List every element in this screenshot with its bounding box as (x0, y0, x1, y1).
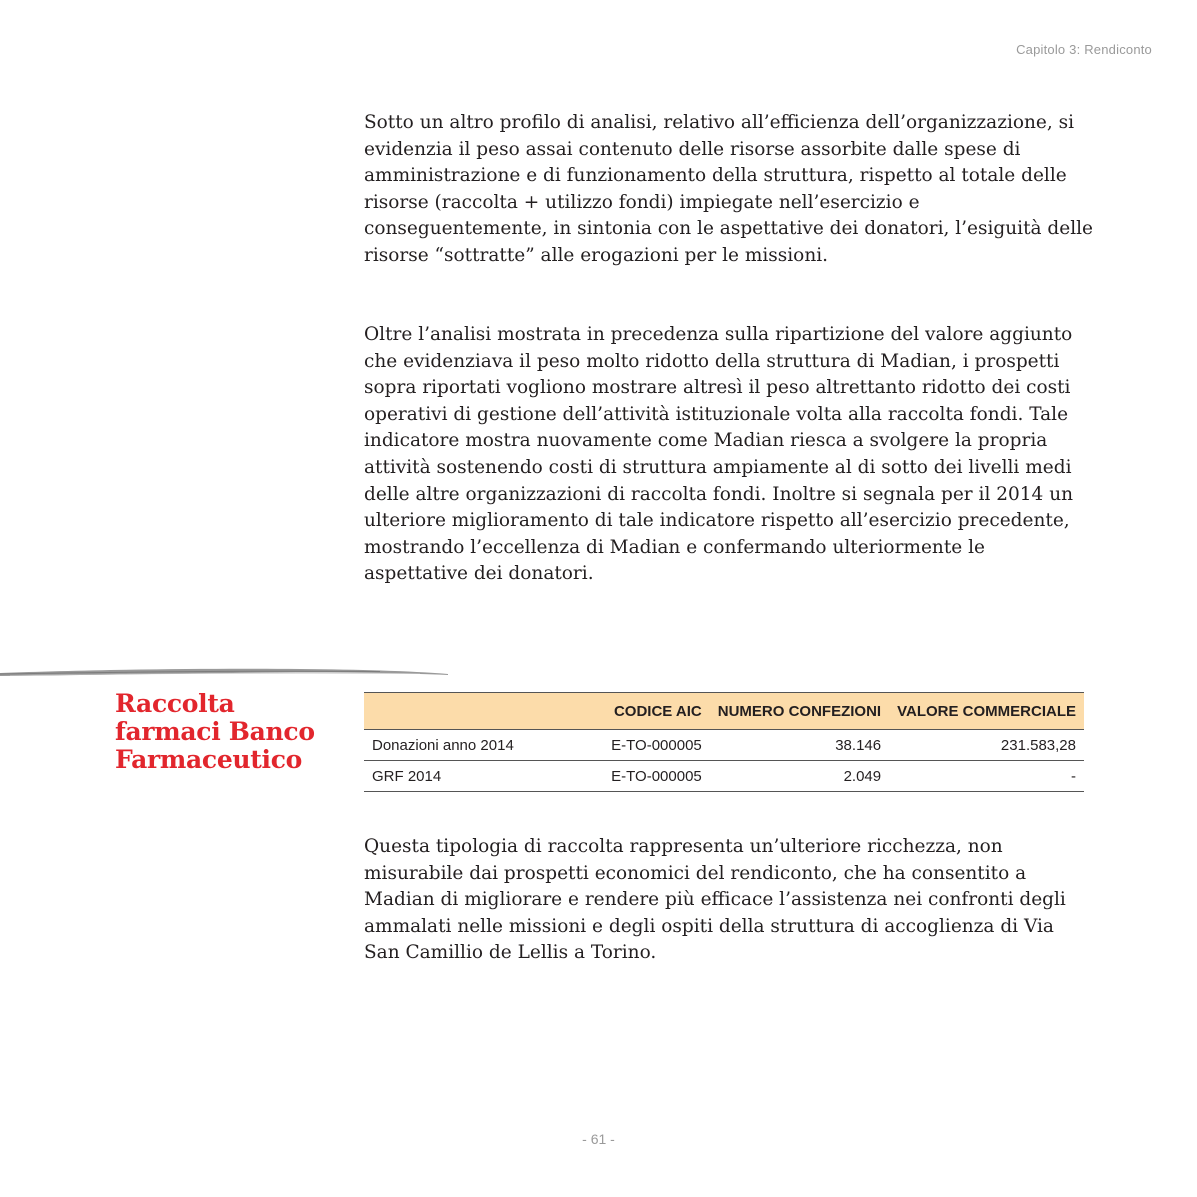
column-header-code: CODICE AIC (576, 693, 710, 730)
paragraph-collection: Questa tipologia di raccolta rappresenta un’ulteriore ricchezza, non misurabile dai prospetti economici del rendiconto, che ha consentito a Madian di migliorare e rendere più efficace l’assistenza nei confronti degli ammalati nelle missioni e degli ospiti della struttura di accoglienza di Via San Camillio de Lellis a Torino. (364, 836, 1066, 964)
row-code: E-TO-000005 (576, 761, 710, 792)
row-label: Donazioni anno 2014 (364, 730, 576, 761)
section-title: Raccolta farmaci Banco Farmaceutico (115, 689, 315, 774)
row-code: E-TO-000005 (576, 730, 710, 761)
column-header-count: NUMERO CONFEZIONI (710, 693, 889, 730)
row-label: GRF 2014 (364, 761, 576, 792)
drug-collection-table (364, 692, 1084, 792)
paragraph-analysis: Oltre l’analisi mostrata in precedenza sulla ripartizione del valore aggiunto che evidenziava il peso molto ridotto della struttura di Madian, i prospetti sopra riportati vogliono mostrare altresì il peso altrettanto ridotto dei costi operativi di gestione dell’attività istituzionale volta alla raccolta fondi. Tale indicatore mostra nuovamente come Madian riesca a svolgere la propria attività sostenendo costi di struttura ampiamente al di sotto dei livelli medi delle altre organizzazioni di raccolta fondi. Inoltre si segnala per il 2014 un ulteriore miglioramento di tale indicatore rispetto all’esercizio precedente, mostrando l’eccellenza di Madian e confermando ulteriormente le aspettative dei donatori. (364, 324, 1074, 585)
row-value: - (889, 761, 1084, 792)
row-count: 2.049 (710, 761, 889, 792)
brush-stroke-divider (0, 664, 450, 680)
table-row (364, 730, 1084, 761)
paragraph-efficiency: Sotto un altro profilo di analisi, relativo all’efficienza dell’organizzazione, si evidenzia il peso assai contenuto delle risorse assorbite dalle spese di amministrazione e di funzionamento della struttura, rispetto al totale delle risorse (raccolta + utilizzo fondi) impiegate nell’esercizio e conseguentemente, in sintonia con le aspettative dei donatori, l’esiguità delle risorse “sottratte” alle erogazioni per le missioni. (364, 112, 1093, 266)
column-header-value: VALORE COMMERCIALE (889, 693, 1084, 730)
page-number: - 61 - (582, 1131, 615, 1147)
row-value: 231.583,28 (889, 730, 1084, 761)
table-row (364, 761, 1084, 792)
table-header-row (364, 693, 1084, 730)
column-header-label (364, 693, 576, 730)
row-count: 38.146 (710, 730, 889, 761)
running-head: Capitolo 3: Rendiconto (1016, 42, 1152, 57)
